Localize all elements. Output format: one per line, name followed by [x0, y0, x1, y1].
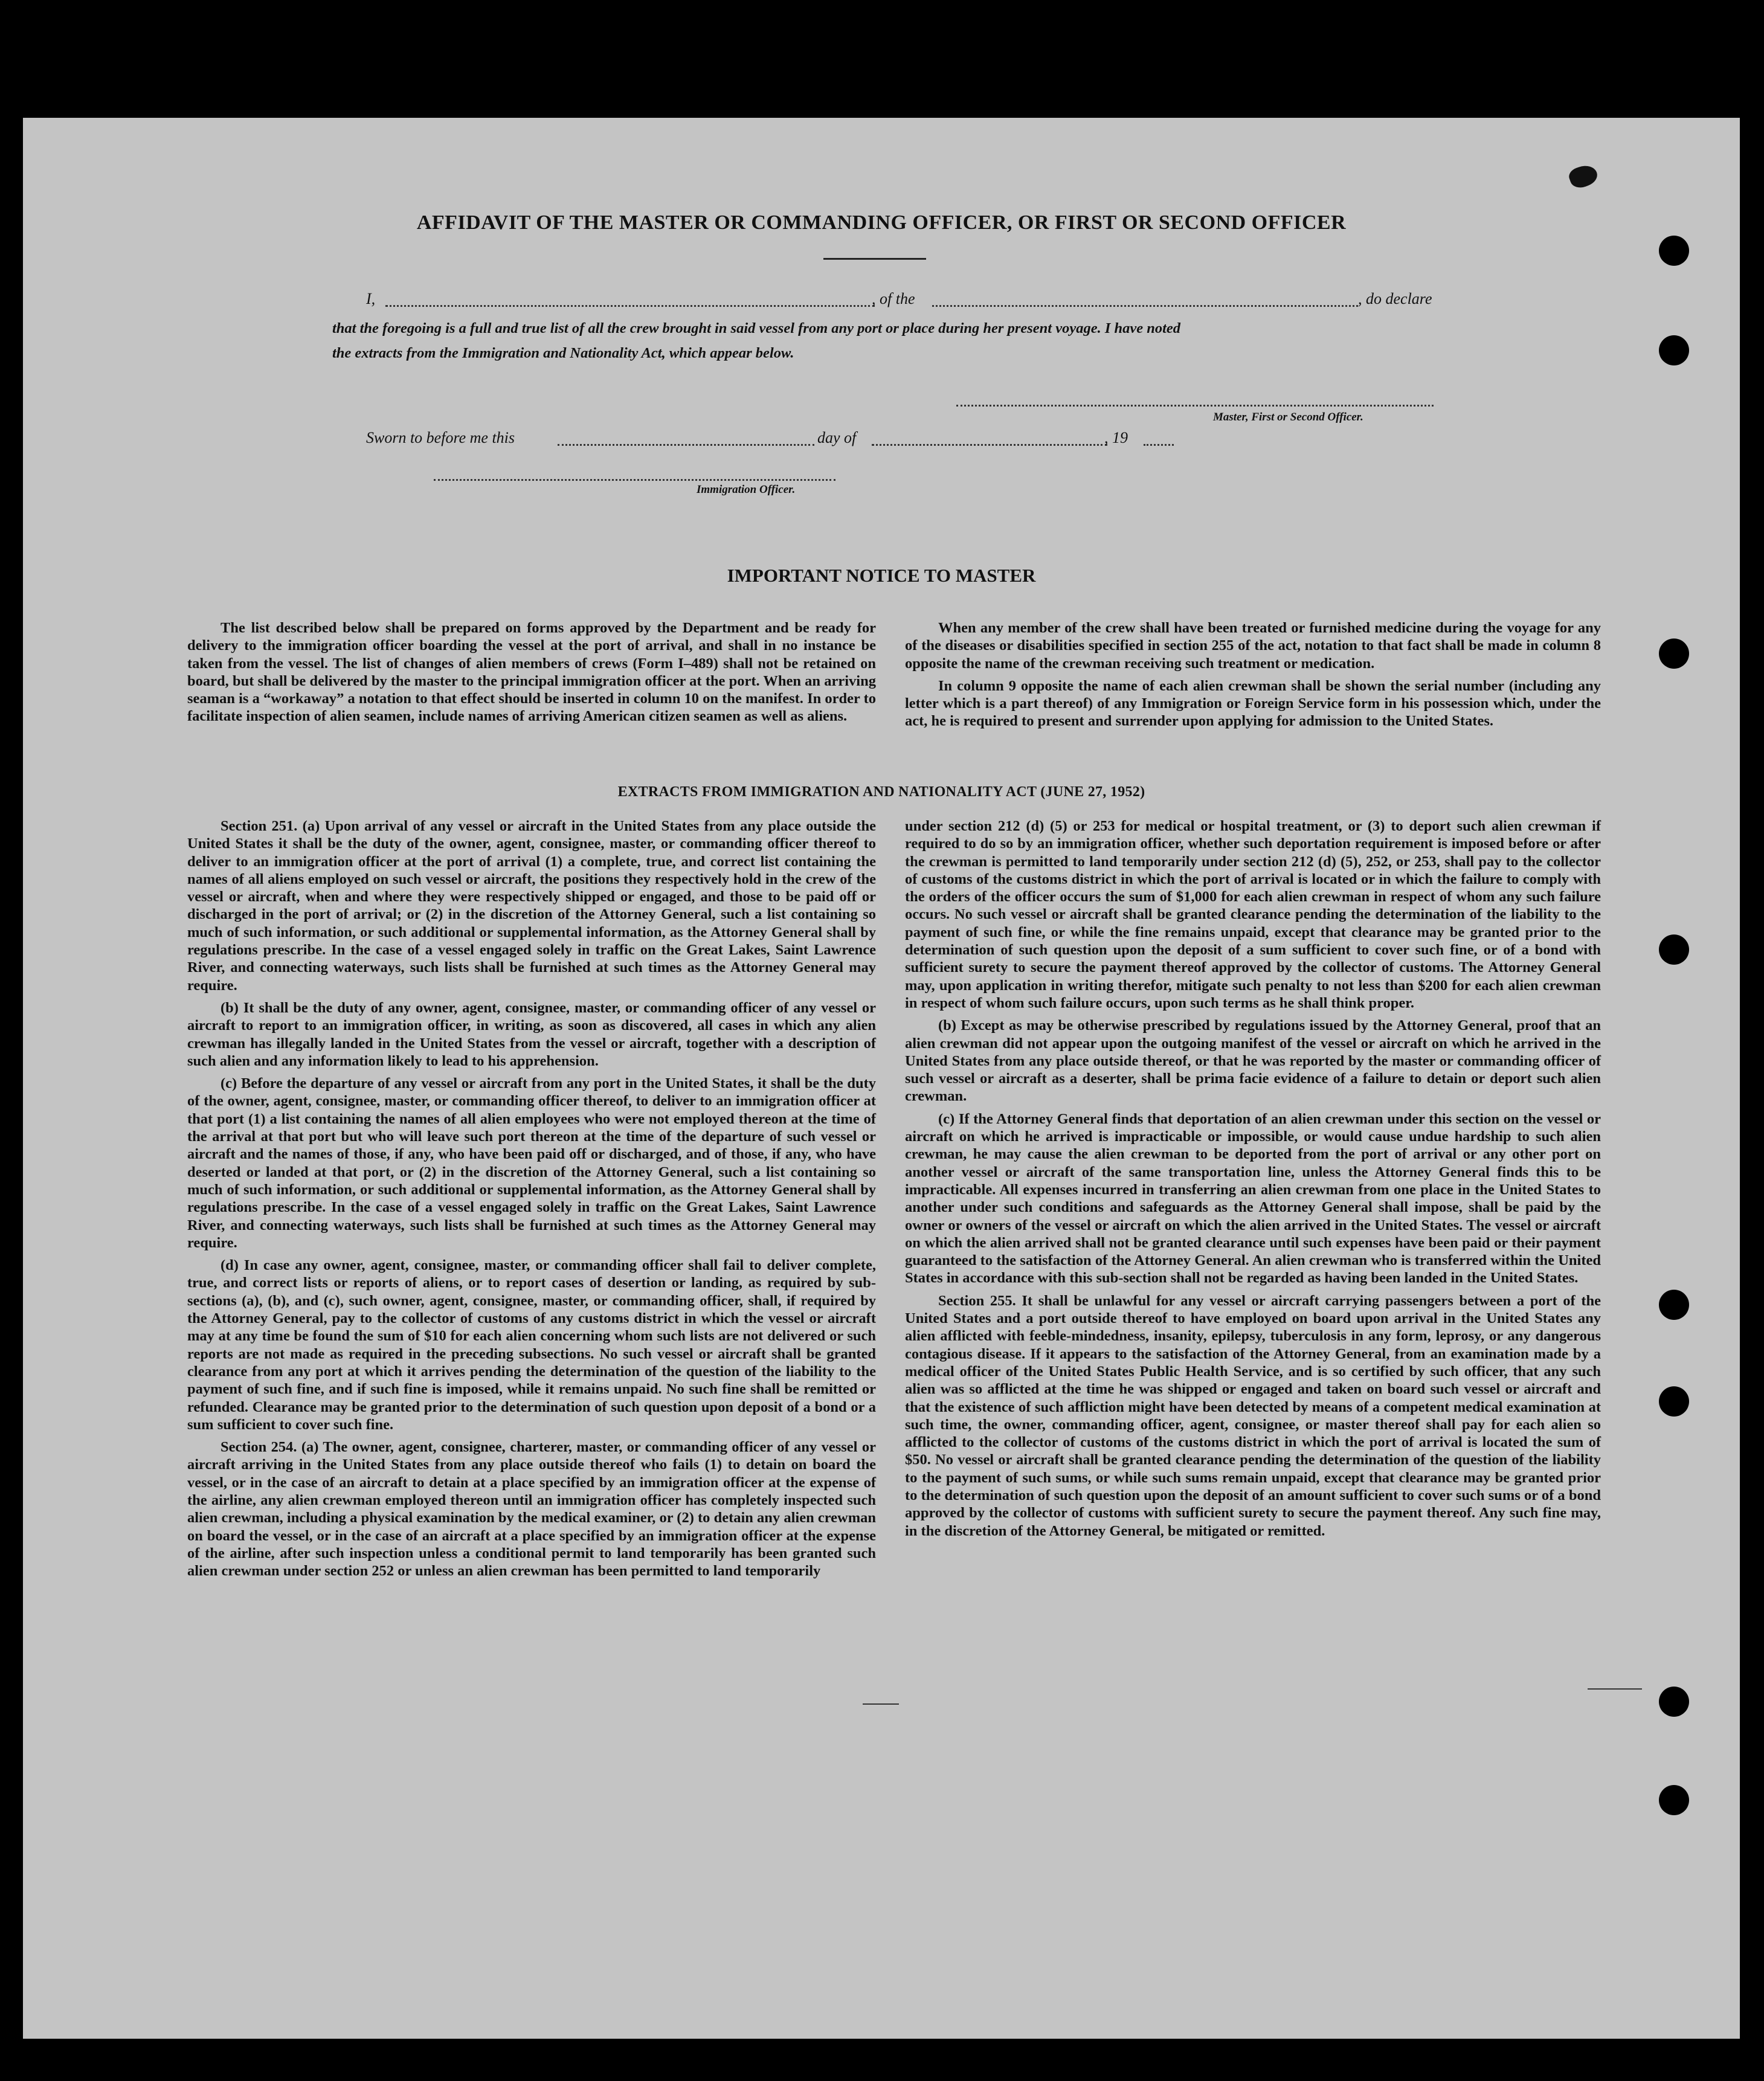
- do-declare-label: , do declare: [1358, 290, 1432, 307]
- notice-right-column: [905, 619, 1601, 735]
- section-251-b: (b) It shall be the duty of any owner, agent, consignee, master, or commanding officer of any vessel or aircraft to report to an immigration officer, in writing, as soon as discovered, all cases in which any alien crewman has illegally landed in the United States from the vessel or aircraft, together with a description of such alien and any information likely to lead to his apprehension.: [187, 999, 876, 1069]
- binder-hole: [1659, 236, 1689, 266]
- extracts-right-column: [905, 817, 1601, 1545]
- document-sheet: [23, 118, 1740, 2039]
- of-the-label: , of the: [872, 290, 915, 307]
- binder-hole: [1659, 1386, 1689, 1417]
- affidavit-title: AFFIDAVIT OF THE MASTER OR COMMANDING OFFICER, OR FIRST OR SECOND OFFICER: [416, 211, 1347, 234]
- name-field[interactable]: [385, 305, 875, 307]
- section-254-a: Section 254. (a) The owner, agent, consignee, charterer, master, or commanding officer of any vessel or aircraft arriving in the United States from any place outside thereof who fails (1) to detain on board the vessel, or in the case of an aircraft to detain at a place specified by an immigration officer at the expense of the airline, any alien crewman employed thereon until an immigration officer has completely inspected such alien crewman, including a physical examination by the medical examiner, or (2) to detain any alien crewman on board the vessel, or in the case of an aircraft at a place specified by an immigration officer at the expense of the airline, after such inspection unless a conditional permit to land temporarily has been granted such alien crewman under section 252 or unless an alien crewman has been permitted to land temporarily: [187, 1439, 876, 1580]
- section-251-d: (d) In case any owner, agent, consignee, master, or commanding officer shall fail to deliver complete, true, and correct lists or reports of aliens, or to report cases of desertion or landing, as required by sub-sections (a), (b), and (c), such owner, agent, consignee, master, or commanding officer, shall, if required by the Attorney General, pay to the collector of customs of any customs district in which the vessel or aircraft may at any time be found the sum of $10 for each alien concerning whom such lists are not delivered or such reports are not made as required in the preceding subsections. No such vessel or aircraft shall be granted clearance from any port at which it arrives pending the determination of the question of the liability to the payment of such fine, and if such fine is imposed, while it remains unpaid. No such fine shall be remitted or refunded. Clearance may be granted prior to the determination of such question upon deposit of a bond or a sum sufficient to cover such fine.: [187, 1257, 876, 1433]
- statement-line-1: that the foregoing is a full and true list of all the crew brought in said vessel from any port or place during her present voyage. I have noted: [332, 320, 1181, 336]
- section-255: Section 255. It shall be unlawful for any vessel or aircraft carrying passengers between a port of the United States and a port outside thereof to have employed on board upon arrival in the United States any alien afflicted with feeble-mindedness, insanity, epilepsy, tuberculosis in any form, leprosy, or any dangerous contagious disease. If it appears to the satisfaction of the Attorney General, from an examination made by a medical officer of the United States Public Health Service, and is so certified by such officer, that any such alien was so afflicted at the time he was shipped or engaged and taken on board such vessel or aircraft and that the existence of such affliction might have been detected by means of a competent medical examination at such time, the owner, commanding officer, agent, consignee, or master thereof shall pay for each alien so afflicted to the collector of customs of the customs district in which the port of arrival is located the sum of $50. No vessel or aircraft shall be granted clearance pending the determination of the question of the liability to the payment of such sums, or while such sums remain unpaid, except that clearance may be granted prior to the determination of such question upon the deposit of an amount sufficient to cover such sums or of a bond approved by the collector of customs with sufficient surety to secure the payment thereof. Any such fine may, in the discretion of the Attorney General, be mitigated or remitted.: [905, 1292, 1601, 1539]
- vessel-field[interactable]: [932, 305, 1358, 307]
- day-of-label: day of: [817, 429, 857, 446]
- binder-hole: [1659, 1785, 1689, 1815]
- year-label: , 19: [1104, 429, 1128, 446]
- statement-line-2: the extracts from the Immigration and Nationality Act, which appear below.: [332, 345, 794, 361]
- master-signature-field[interactable]: [956, 405, 1434, 407]
- pencil-mark: [1588, 1688, 1642, 1690]
- binder-hole: [1659, 638, 1689, 669]
- section-251-a: Section 251. (a) Upon arrival of any vessel or aircraft in the United States from any place outside the United States it shall be the duty of the owner, agent, consignee, master, or commanding officer thereof to deliver to an immigration officer at the port of arrival (1) a complete, true, and correct list containing the names of all aliens employed on such vessel or aircraft, the positions they respectively hold in the crew of the vessel or aircraft, when and where they were respectively shipped or engaged, and those to be paid off or discharged in the port of arrival; or (2) in the discretion of the Attorney General, such a list containing so much of such information, or such additional or supplemental information, as the Attorney General shall by regulations prescribe. In the case of a vessel engaged solely in traffic on the Great Lakes, Saint Lawrence River, and connecting waterways, such lists shall be furnished at such times as the Attorney General may require.: [187, 818, 876, 994]
- sworn-label: Sworn to before me this: [366, 429, 515, 446]
- section-254-c: (c) If the Attorney General finds that deportation of an alien crewman under this section on the vessel or aircraft on which he arrived is impracticable or impossible, or would cause undue hardship to such alien crewman, he may cause the alien crewman to be deported from the port of arrival or any other port on another vessel or aircraft of the same transportation line, unless the Attorney General finds this to be impracticable. All expenses incurred in transferring an alien crewman from one place in the United States to another under such conditions and safeguards as the Attorney General shall impose, shall be paid by the owner or owners of the vessel or aircraft on which the alien arrived in the United States. The vessel or aircraft on which the alien arrived shall not be granted clearance until such expenses have been paid or their payment guaranteed to the satisfaction of the Attorney General. An alien crewman who is transferred within the United States in accordance with this sub-section shall not be regarded as having been landed in the United States.: [905, 1110, 1601, 1287]
- extracts-title: EXTRACTS FROM IMMIGRATION AND NATIONALITY ACT (JUNE 27, 1952): [617, 784, 1145, 800]
- sworn-date-field[interactable]: [558, 444, 814, 446]
- ink-smudge: [1567, 162, 1600, 191]
- section-254-a-continued: under section 212 (d) (5) or 253 for medical or hospital treatment, or (3) to deport such alien crewman if required to do so by an immigration officer, whether such deportation requirement is imposed before or after the crewman is permitted to land temporarily under section 212 (d) (5), 252, or 253, shall pay to the collector of customs of the customs district in which the port of arrival is located or in which the failure to comply with the orders of the officer occurs the sum of $1,000 for each alien crewman in respect of whom any such failure occurs. No such vessel or aircraft shall be granted clearance pending the determination of the liability to the payment of such fine, or while the fine remains unpaid, except that clearance may be granted prior to the determination of such question upon the deposit of a sum sufficient to cover such fine, or of a bond with sufficient surety to secure the payment thereof approved by the collector of customs. The Attorney General may, upon application in writing therefor, mitigate such penalty to not less than $200 for each alien crewman in respect of whom such failure occurs, upon such terms as he shall think proper.: [905, 818, 1601, 1011]
- binder-hole: [1659, 1290, 1689, 1320]
- i-label: I,: [366, 290, 376, 307]
- month-field[interactable]: [872, 444, 1107, 446]
- binder-hole: [1659, 335, 1689, 365]
- section-254-b: (b) Except as may be otherwise prescribed by regulations issued by the Attorney General, proof that an alien crewman did not appear upon the outgoing manifest of the vessel or aircraft on which he arrived in the United States from any place outside thereof, or that he was reported by the master or commanding officer of such vessel or aircraft as a deserter, shall be prima facie evidence of a failure to detain or deport such alien crewman.: [905, 1017, 1601, 1105]
- notice-left-column: [187, 619, 876, 730]
- section-251-c: (c) Before the departure of any vessel or aircraft from any port in the United States, it shall be the duty of the owner, agent, consignee, master, or commanding officer thereof, to deliver to an immigration officer at that port (1) a list containing the names of all alien employees who were not employed thereon at the time of the arrival at that port but who will leave such port thereon at the time of the departure of such vessel or aircraft and the names of those, if any, who have been paid off or discharged, and of those, if any, who have deserted or landed at that port, or (2) in the discretion of the Attorney General, such a list containing so much of such information, or such additional or supplemental information, as the Attorney General shall by regulations prescribe. In the case of a vessel engaged solely in traffic on the Great Lakes, Saint Lawrence River, and connecting waterways, such lists shall be furnished at such times as the Attorney General may require.: [187, 1075, 876, 1251]
- title-rule: [823, 258, 926, 260]
- officer-signature-field[interactable]: [434, 479, 835, 481]
- binder-hole: [1659, 934, 1689, 965]
- notice-right-paragraph-2: In column 9 opposite the name of each alien crewman shall be shown the serial number (including any letter which is a part thereof) of any Immigration or Foreign Service form in his possession which, under the act, he is required to present and surrender upon applying for admission to the United States.: [905, 677, 1601, 730]
- notice-title: IMPORTANT NOTICE TO MASTER: [727, 565, 1036, 586]
- officer-caption: Immigration Officer.: [697, 483, 796, 496]
- pencil-mark: [863, 1703, 899, 1705]
- master-caption: Master, First or Second Officer.: [1213, 411, 1363, 423]
- binder-hole: [1659, 1687, 1689, 1717]
- extracts-left-column: [187, 817, 876, 1584]
- year-field[interactable]: [1144, 444, 1174, 446]
- notice-left-paragraph: The list described below shall be prepared on forms approved by the Department and be ready for delivery to the immigration officer boarding the vessel at the port of arrival, and shall in no instance be taken from the vessel. The list of changes of alien members of crews (Form I–489) shall not be retained on board, but shall be delivered by the master to the principal immigration officer at the port. When an arriving seaman is a “workaway” a notation to that effect should be inserted in column 10 on the manifest. In order to facilitate inspection of alien seamen, include names of arriving American citizen seamen as well as aliens.: [187, 620, 876, 725]
- notice-right-paragraph-1: When any member of the crew shall have been treated or furnished medicine during the voyage for any of the diseases or disabilities specified in section 255 of the act, notation to that fact shall be made in column 8 opposite the name of the crewman receiving such treatment or medication.: [905, 620, 1601, 672]
